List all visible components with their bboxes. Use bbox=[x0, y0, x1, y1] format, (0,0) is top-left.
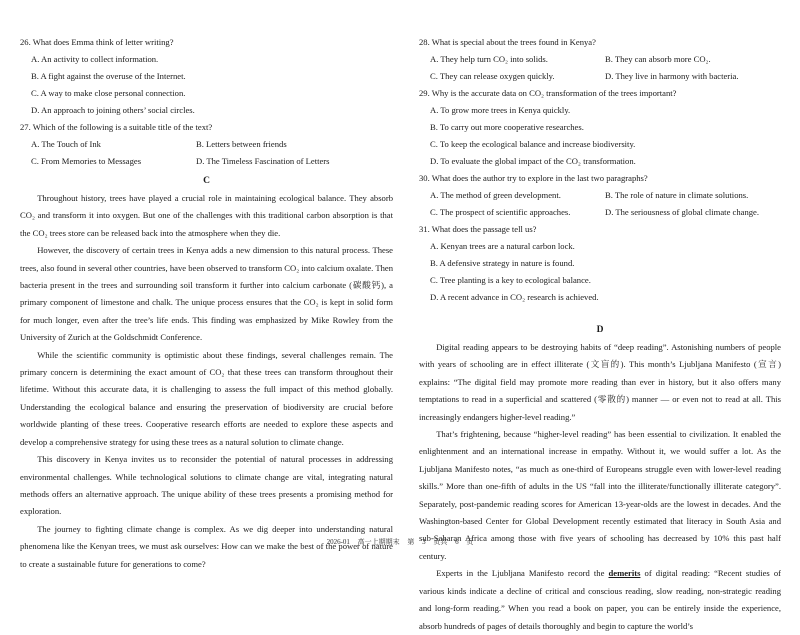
q28-option-c: C. They can release oxygen quickly. bbox=[430, 71, 555, 81]
paragraph-3-lead: Experts in the Ljubljana Manifesto record the bbox=[436, 568, 609, 579]
question-28-stem: 28. What is special about the trees found in Kenya? bbox=[419, 37, 596, 47]
question-29-stem: 29. Why is the accurate data on CO₂ transformation of the trees important? bbox=[419, 88, 677, 98]
q26-option-a: A. An activity to collect information. bbox=[31, 54, 159, 64]
question-27-stem: 27. Which of the following is a suitable title of the text? bbox=[20, 122, 213, 132]
q31-option-c: C. Tree planting is a key to ecological balance. bbox=[430, 275, 591, 285]
q27-options-row-2 bbox=[20, 153, 393, 170]
q27-option-b: B. Letters between friends bbox=[196, 139, 287, 149]
q28-option-d: D. They live in harmony with bacteria. bbox=[605, 71, 739, 81]
page-footer: 2026-01 高一上期期末 第 3 页共 6 页 bbox=[326, 538, 474, 546]
q27-option-a: A. The Touch of Ink bbox=[31, 139, 101, 149]
q30-option-d: D. The seriousness of global climate change. bbox=[605, 207, 760, 217]
question-31-stem: 31. What does the passage tell us? bbox=[419, 224, 537, 234]
q26-option-d: D. An approach to joining others’ social circles. bbox=[31, 105, 195, 115]
q27-option-c: C. From Memories to Messages bbox=[31, 156, 142, 166]
paragraph-3-rest: of digital reading: “Recent studies of various kinds indicate a decline of critical and conscious reading, slow reading, non-strategic reading and long-form reading.” When you read a book on paper, you can be entirely inside the experience, absorb hundreds of pages of details thoroughly and begin to capture the world’s bbox=[419, 568, 781, 631]
passage-c-paragraph-2: However, the discovery of certain trees in Kenya adds a new dimension to this natural process. These trees, also found in several other countries, have been observed to transform CO₂ into calcium oxalate. Then bacteria present in the trees and surrounding soil transform it further into calcium carbonate (碳酸钙), a primary component of limestone and chalk. The unique process ensures that the CO₂ is kept in solid form for much longer, even after the tree’s life ends. This finding was emphasized by Mike Rowley from the University of Zurich at the Goldschmidt Conference. bbox=[20, 245, 393, 343]
question-30-stem: 30. What does the author try to explore in the last two paragraphs? bbox=[419, 173, 648, 183]
q31-option-a: A. Kenyan trees are a natural carbon lock. bbox=[430, 241, 575, 251]
q29-option-c: C. To keep the ecological balance and increase biodiversity. bbox=[430, 139, 636, 149]
question-26-stem: 26. What does Emma think of letter writing? bbox=[20, 37, 174, 47]
q29-option-b: B. To carry out more cooperative researches. bbox=[430, 122, 584, 132]
passage-d-heading: D bbox=[596, 325, 604, 335]
passage-c-paragraph-4: This discovery in Kenya invites us to reconsider the potential of natural processes in addressing environmental challenges. While technological solutions to climate change are vital, integrating natural methods offers an alternative approach. The unique ability of these trees presents a promising method for exploration. bbox=[20, 454, 393, 517]
q28-options-row-2 bbox=[419, 68, 781, 85]
passage-c-paragraph-5: The journey to fighting climate change is complex. As we dig deeper into understanding natural phenomena like the Kenyan trees, we must ask ourselves: How can we make the best of the power of nature to create a sustainable future for generations to come? bbox=[20, 523, 393, 569]
q30-option-a: A. The method of green development. bbox=[430, 190, 561, 200]
q31-option-d: D. A recent advance in CO₂ research is achieved. bbox=[430, 292, 599, 302]
passage-d-paragraph-1: Digital reading appears to be destroying habits of “deep reading”. Astonishing numbers of people with years of schooling are in effect illiterate (文盲的). This month’s Ljubljana Manifesto (宣言) explains: “The digital field may promote more reading than ever in history, but it also offers many temptations to read in a superficial and scattered (零散的) manner — or even not to read at all. This increasingly endangers higher-level reading.” bbox=[419, 342, 781, 422]
q30-option-c: C. The prospect of scientific approaches. bbox=[430, 207, 571, 217]
q27-option-d: D. The Timeless Fascination of Letters bbox=[196, 156, 330, 166]
q30-options-row-1 bbox=[419, 187, 781, 204]
q30-option-b: B. The role of nature in climate solutions. bbox=[605, 190, 749, 200]
q27-options-row-1 bbox=[20, 136, 393, 153]
passage-c-paragraph-3: While the scientific community is optimistic about these findings, several challenges remain. The primary concern is determining the exact amount of CO₂ that these trees can transform throughout their lifetime. Without this accurate data, it is challenging to assess the full impact of this method globally. Understanding the ecological balance and ensuring the preservation of biodiversity are crucial before worldwide planting of these trees. Cooperative research efforts are needed to explore these aspects and develop a comprehensive strategy for using these trees as a natural solution to climate change. bbox=[20, 349, 393, 447]
q31-option-b: B. A defensive strategy in nature is found. bbox=[430, 258, 575, 268]
q28-options-row-1 bbox=[419, 51, 781, 68]
q28-option-b: B. They can absorb more CO₂. bbox=[605, 54, 711, 64]
q29-option-d: D. To evaluate the global impact of the CO₂ transformation. bbox=[430, 156, 636, 166]
passage-c-paragraph-1: Throughout history, trees have played a crucial role in maintaining ecological balance. They absorb CO₂ and transform it into oxygen. But one of the challenges with this traditional carbon absorption is that the CO₂ trees store can be released back into the atmosphere when they die. bbox=[20, 193, 393, 238]
underlined-word-demerits: demerits bbox=[608, 568, 641, 579]
q26-option-b: B. A fight against the overuse of the Internet. bbox=[31, 71, 186, 81]
q30-options-row-2 bbox=[419, 204, 781, 221]
passage-c-heading: C bbox=[203, 176, 210, 186]
q28-option-a: A. They help turn CO₂ into solids. bbox=[430, 54, 548, 64]
passage-d-paragraph-2: That’s frightening, because “higher-level reading” has been essential to civilization. It enabled the enlightenment and an international increase in empathy. Without it, we would suffer a lot. As the Ljubljana Manifesto notes, “as much as one-third of Europeans struggle even with lower-level reading skills.” More than one-fifth of adults in the US “fall into the illiterate/functionally illiterate category”. Separately, post-pandemic reading scores for American 13-year-olds are the lowest in decades. And the Washington-based Center for Global Development recently estimated that literacy in South Asia and sub-Saharan Africa among those with five years of schooling has decreased by 10% this past half century. bbox=[419, 429, 781, 561]
passage-d-paragraph-3 bbox=[419, 565, 781, 635]
q29-option-a: A. To grow more trees in Kenya quickly. bbox=[430, 105, 571, 115]
q26-option-c: C. A way to make close personal connection. bbox=[31, 88, 186, 98]
left-column bbox=[20, 34, 393, 573]
